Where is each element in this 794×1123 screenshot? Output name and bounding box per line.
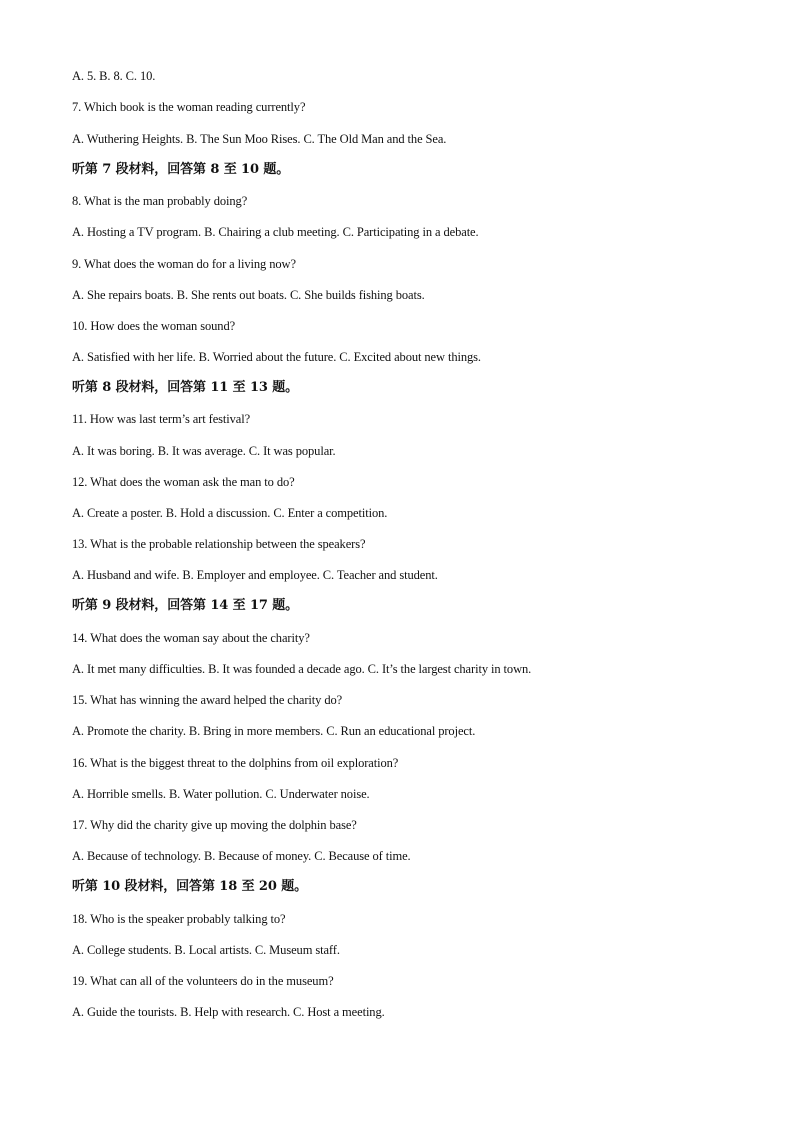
section-heading-7: 听第 7 段材料，回答第 8 至 10 题。 bbox=[72, 162, 290, 177]
answer-options-18: A. College students. B. Local artists. C. Museum staff. bbox=[72, 943, 340, 957]
answer-options-11: A. It was boring. B. It was average. C. It was popular. bbox=[72, 444, 336, 458]
section-heading-8: 听第 8 段材料，回答第 11 至 13 题。 bbox=[72, 380, 299, 395]
answer-options-17: A. Because of technology. B. Because of money. C. Because of time. bbox=[72, 849, 411, 863]
answer-options-12: A. Create a poster. B. Hold a discussion. C. Enter a competition. bbox=[72, 506, 388, 520]
answer-options-15: A. Promote the charity. B. Bring in more members. C. Run an educational project. bbox=[72, 724, 476, 738]
question-8: 8. What is the man probably doing? bbox=[72, 194, 248, 208]
question-12: 12. What does the woman ask the man to do? bbox=[72, 475, 295, 489]
question-19: 19. What can all of the volunteers do in the museum? bbox=[72, 974, 334, 988]
answer-options-14: A. It met many difficulties. B. It was founded a decade ago. C. It’s the largest charity in town. bbox=[72, 662, 532, 676]
question-13: 13. What is the probable relationship between the speakers? bbox=[72, 537, 366, 551]
section-heading-9: 听第 9 段材料，回答第 14 至 17 题。 bbox=[72, 598, 299, 613]
answer-options-9: A. She repairs boats. B. She rents out boats. C. She builds fishing boats. bbox=[72, 288, 425, 302]
answer-options-13: A. Husband and wife. B. Employer and employee. C. Teacher and student. bbox=[72, 568, 438, 582]
question-11: 11. How was last term’s art festival? bbox=[72, 412, 251, 426]
question-18: 18. Who is the speaker probably talking to? bbox=[72, 912, 286, 926]
answer-options-6: A. 5. B. 8. C. 10. bbox=[72, 69, 156, 83]
answer-options-16: A. Horrible smells. B. Water pollution. C. Underwater noise. bbox=[72, 787, 370, 801]
question-16: 16. What is the biggest threat to the dolphins from oil exploration? bbox=[72, 756, 399, 770]
question-14: 14. What does the woman say about the charity? bbox=[72, 631, 310, 645]
answer-options-10: A. Satisfied with her life. B. Worried about the future. C. Excited about new things. bbox=[72, 350, 481, 364]
question-9: 9. What does the woman do for a living now? bbox=[72, 257, 296, 271]
answer-options-19: A. Guide the tourists. B. Help with research. C. Host a meeting. bbox=[72, 1005, 385, 1019]
answer-options-7: A. Wuthering Heights. B. The Sun Moo Rises. C. The Old Man and the Sea. bbox=[72, 132, 447, 146]
answer-options-8: A. Hosting a TV program. B. Chairing a club meeting. C. Participating in a debate. bbox=[72, 225, 479, 239]
question-15: 15. What has winning the award helped the charity do? bbox=[72, 693, 343, 707]
question-7: 7. Which book is the woman reading currently? bbox=[72, 100, 306, 114]
section-heading-10: 听第 10 段材料，回答第 18 至 20 题。 bbox=[72, 879, 308, 894]
question-17: 17. Why did the charity give up moving the dolphin base? bbox=[72, 818, 357, 832]
question-10: 10. How does the woman sound? bbox=[72, 319, 236, 333]
